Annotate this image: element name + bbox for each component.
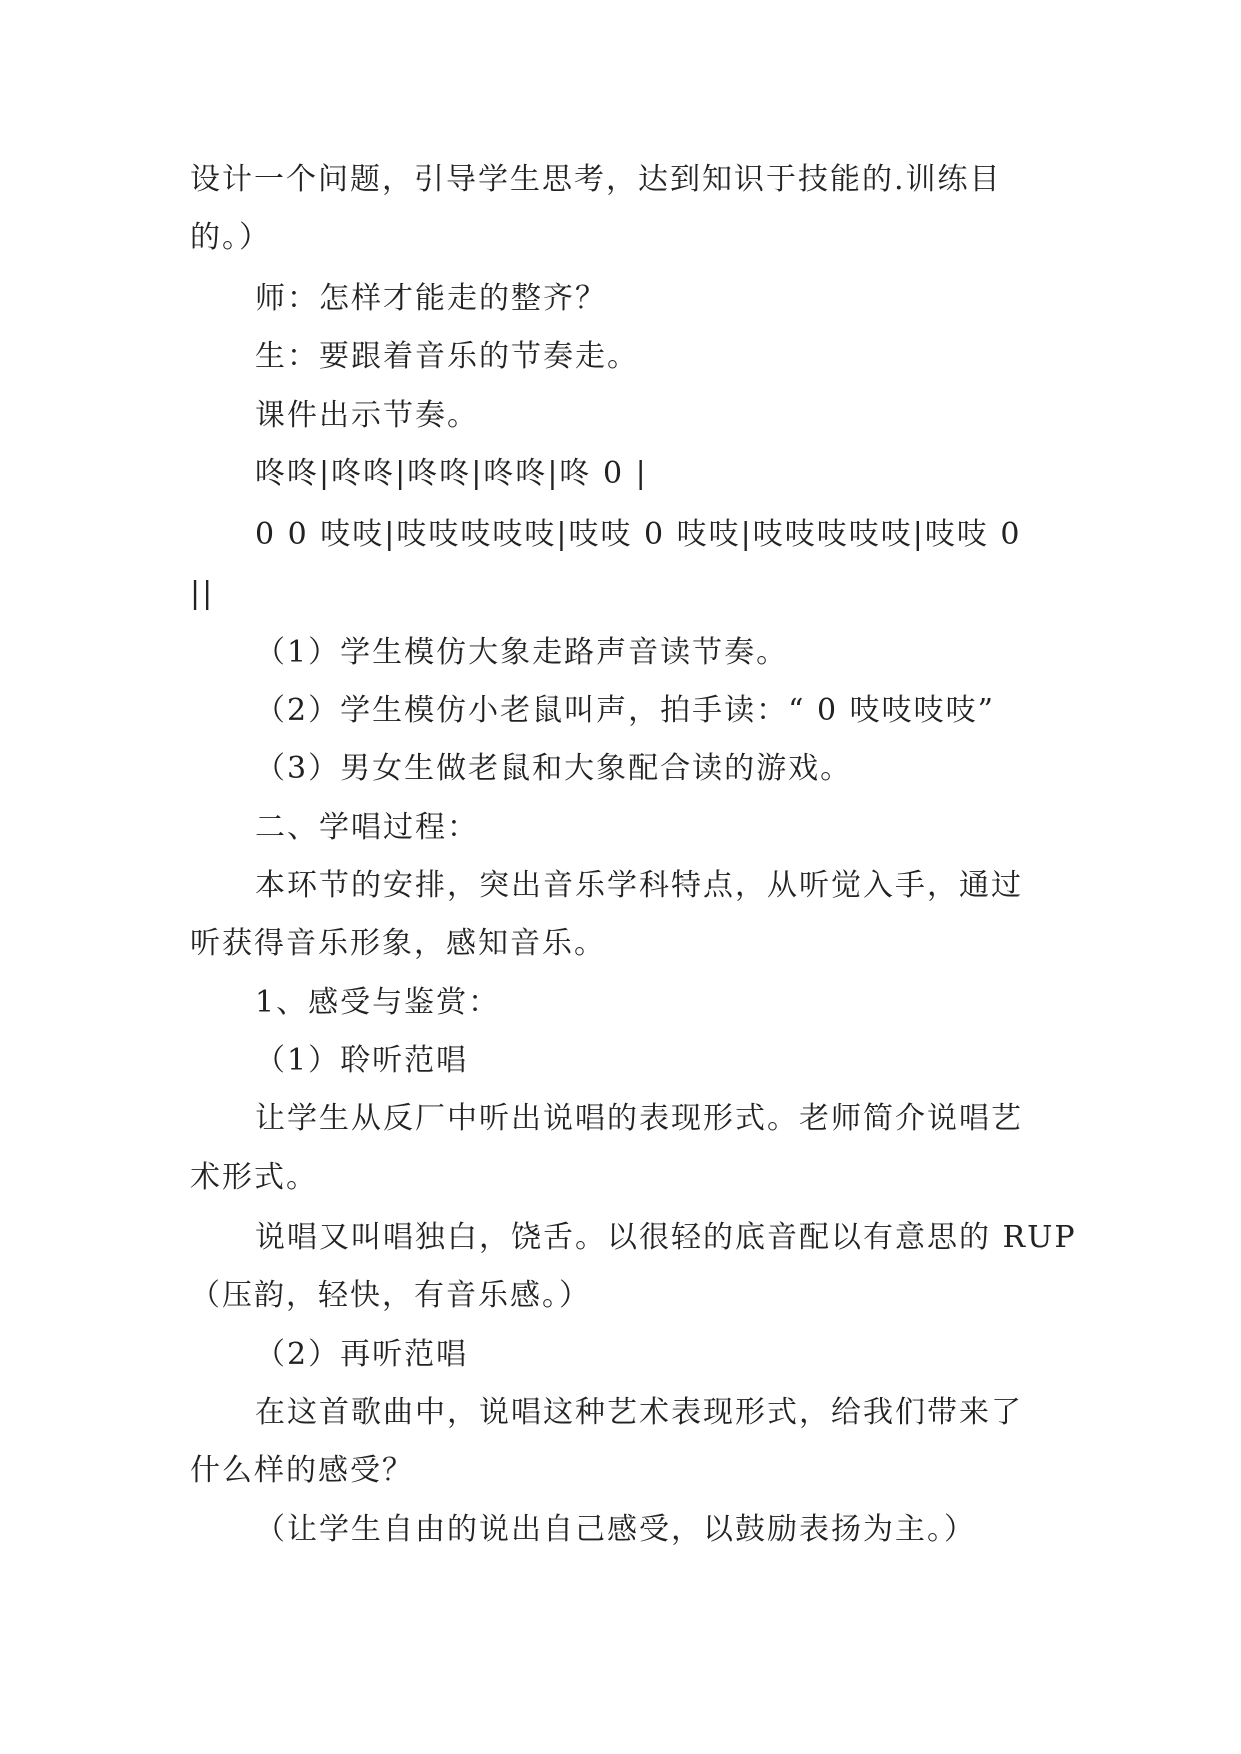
list-item: （3）男女生做老鼠和大象配合读的游戏。 (255, 751, 853, 786)
paragraph-line: 设计一个问题，引导学生思考，达到知识于技能的.训练目 (190, 162, 1002, 197)
list-item: （2）学生模仿小老鼠叫声，拍手读：“ 0 吱吱吱吱” (255, 693, 995, 728)
student-line: 生：要跟着音乐的节奏走。 (255, 339, 639, 374)
paragraph-line: 让学生从反厂中听出说唱的表现形式。老师简介说唱艺 (255, 1101, 1023, 1136)
list-item: （1）聆听范唱 (255, 1043, 469, 1078)
paragraph-line: 的。） (190, 220, 271, 255)
subsection-heading: 1、感受与鉴赏： (255, 985, 501, 1020)
rhythm-line: || (190, 576, 215, 611)
rhythm-line: 0 0 吱吱|吱吱吱吱吱|吱吱 0 吱吱|吱吱吱吱吱|吱吱 0 (255, 517, 1022, 552)
section-heading: 二、学唱过程： (255, 810, 479, 845)
paragraph-line: 什么样的感受？ (190, 1453, 414, 1488)
rhythm-line: 咚咚|咚咚|咚咚|咚咚|咚 0 | (255, 456, 648, 491)
paragraph-line: （让学生自由的说出自己感受，以鼓励表扬为主。） (255, 1512, 976, 1547)
paragraph-line: 术形式。 (190, 1160, 318, 1195)
list-item: （1）学生模仿大象走路声音读节奏。 (255, 635, 789, 670)
paragraph-line: 课件出示节奏。 (255, 398, 479, 433)
teacher-line: 师：怎样才能走的整齐？ (255, 281, 607, 316)
paragraph-line: 说唱又叫唱独白，饶舌。以很轻的底音配以有意思的 RUP (255, 1220, 1077, 1255)
paragraph-line: （压韵，轻快，有音乐感。） (190, 1278, 591, 1313)
paragraph-line: 听获得音乐形象，感知音乐。 (190, 926, 606, 961)
list-item: （2）再听范唱 (255, 1337, 469, 1372)
paragraph-line: 在这首歌曲中，说唱这种艺术表现形式，给我们带来了 (255, 1395, 1023, 1430)
paragraph-line: 本环节的安排，突出音乐学科特点，从听觉入手，通过 (255, 868, 1023, 903)
